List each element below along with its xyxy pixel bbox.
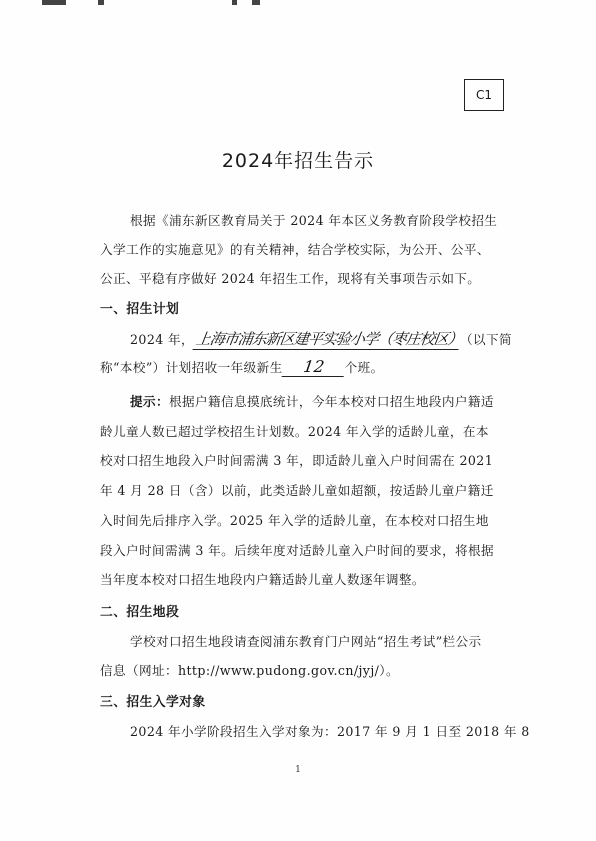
scan-artifact	[0, 0, 596, 10]
section2-heading: 二、招生地段	[100, 605, 180, 620]
year-prefix: 2024 年，	[130, 332, 195, 347]
line1-suffix: （以下简	[460, 332, 513, 347]
handwritten-school-name: 上海市浦东新区建平实验小学（枣庄校区）	[193, 328, 462, 350]
page-number: 1	[295, 765, 301, 775]
line2-prefix: 称“本校”）计划招收一年级新生	[100, 360, 283, 375]
line2-suffix: 个班。	[344, 360, 384, 375]
note-line-6: 段入户时间需满 3 年。后续年度对适龄儿童入户时间的要求，将根据	[100, 543, 495, 558]
handwritten-class-count: 12	[281, 357, 346, 377]
section1-line-1	[130, 328, 513, 350]
note-line-4: 年 4 月 28 日（含）以前，此类适龄儿童如超额，按适龄儿童户籍迁	[100, 483, 494, 498]
note-line-2: 龄儿童人数已超过学校招生计划数。2024 年入学的适龄儿童，在本	[100, 424, 489, 439]
note-line-5: 入时间先后排序入学。2025 年入学的适龄儿童，在本校对口招生地	[100, 513, 489, 528]
note-label: 提示：	[130, 394, 169, 409]
section1-line-2	[100, 357, 510, 377]
section3-line-1: 2024 年小学阶段招生入学对象为：2017 年 9 月 1 日至 2018 年 8	[130, 724, 530, 739]
page-title: 2024年招生告示	[221, 150, 375, 172]
section2-line-1: 学校对口招生地段请查阅浦东教育门户网站“招生考试”栏公示	[130, 634, 482, 649]
note-line-7: 当年度本校对口招生地段内户籍适龄儿童人数逐年调整。	[100, 572, 425, 587]
section1-heading: 一、招生计划	[100, 302, 180, 317]
note-text: 根据户籍信息摸底统计，今年本校对口招生地段内户籍适	[168, 394, 494, 409]
note-line-3: 校对口招生地段入户时间需满 3 年，即适龄儿童入户时间需在 2021	[100, 453, 494, 468]
document-code-box: C1	[464, 79, 504, 111]
intro-line-3: 公正、平稳有序做好 2024 年招生工作，现将有关事项告示如下。	[100, 271, 481, 286]
intro-line-2: 入学工作的实施意见》的有关精神，结合学校实际，为公开、公平、	[100, 242, 490, 257]
intro-line-1: 根据《浦东新区教育局关于 2024 年本区义务教育阶段学校招生	[130, 213, 498, 228]
note-line-1	[130, 391, 510, 410]
section2-line-2: 信息（网址：http://www.pudong.gov.cn/jyj/）。	[100, 663, 399, 678]
section3-heading: 三、招生入学对象	[100, 695, 206, 710]
